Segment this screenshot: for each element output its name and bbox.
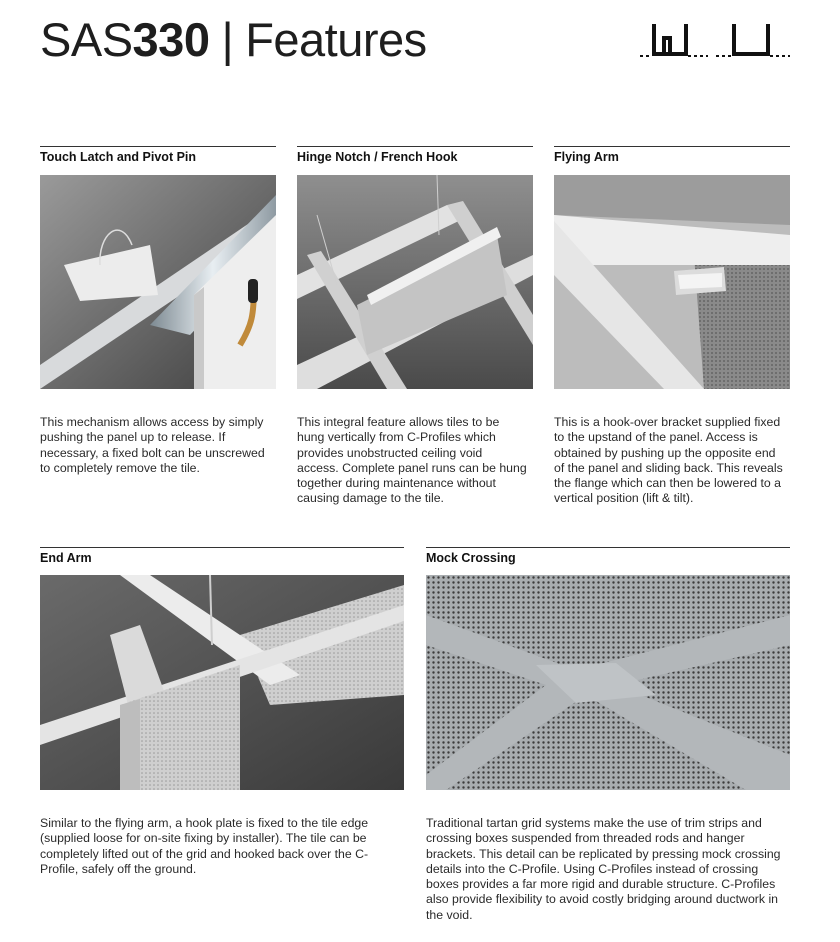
section-heading: End Arm [40,547,404,568]
mock-crossing-image [426,575,790,790]
page-title [40,12,427,68]
feature-flying-arm [554,146,790,167]
title-text: Features [245,13,427,66]
end-arm-image [40,575,404,790]
section-description: This integral feature allows tiles to be hung vertically from C-Profiles which provides unobstructed ceiling void access. Complete panel runs can be hung together during maintenance without causing damage to the tile. [297,415,527,506]
flying-arm-image [554,175,790,389]
brand-logo-icon [636,18,796,62]
title-separator: | [221,13,234,66]
section-description: This is a hook-over bracket supplied fixed to the upstand of the panel. Access is obtained by pushing up the opposite end of the panel and sliding back. This reveals the flange which can then be lowered to a vertical position (lift & tilt). [554,415,783,506]
touch-latch-image [40,175,276,389]
title-model: 330 [132,13,210,66]
section-description: This mechanism allows access by simply pushing the panel up to release. If necessary, a fixed bolt can be unscrewed to completely remove the tile. [40,415,265,475]
title-prefix: SAS [40,13,133,66]
section-heading: Flying Arm [554,146,790,167]
section-heading: Touch Latch and Pivot Pin [40,146,276,167]
feature-touch-latch [40,146,276,167]
section-description: Similar to the flying arm, a hook plate is fixed to the tile edge (supplied loose for on-site fixing by installer). The tile can be completely lifted out of the grid and hooked back over the C-Profile, safely off the ground. [40,816,369,876]
section-heading: Mock Crossing [426,547,790,568]
feature-hinge-notch [297,146,533,167]
section-description: Traditional tartan grid systems make the use of trim strips and crossing boxes suspended from threaded rods and hanger brackets. This detail can be replicated by pressing mock crossing details into the C-Profile. Using C-Profiles instead of crossing boxes provides a far more rigid and durable structure. C-Profiles also provide flexibility to avoid costly bridging around ductwork in the void. [426,816,781,922]
hinge-notch-image [297,175,533,389]
feature-end-arm [40,547,404,568]
feature-mock-crossing [426,547,790,568]
section-heading: Hinge Notch / French Hook [297,146,533,167]
